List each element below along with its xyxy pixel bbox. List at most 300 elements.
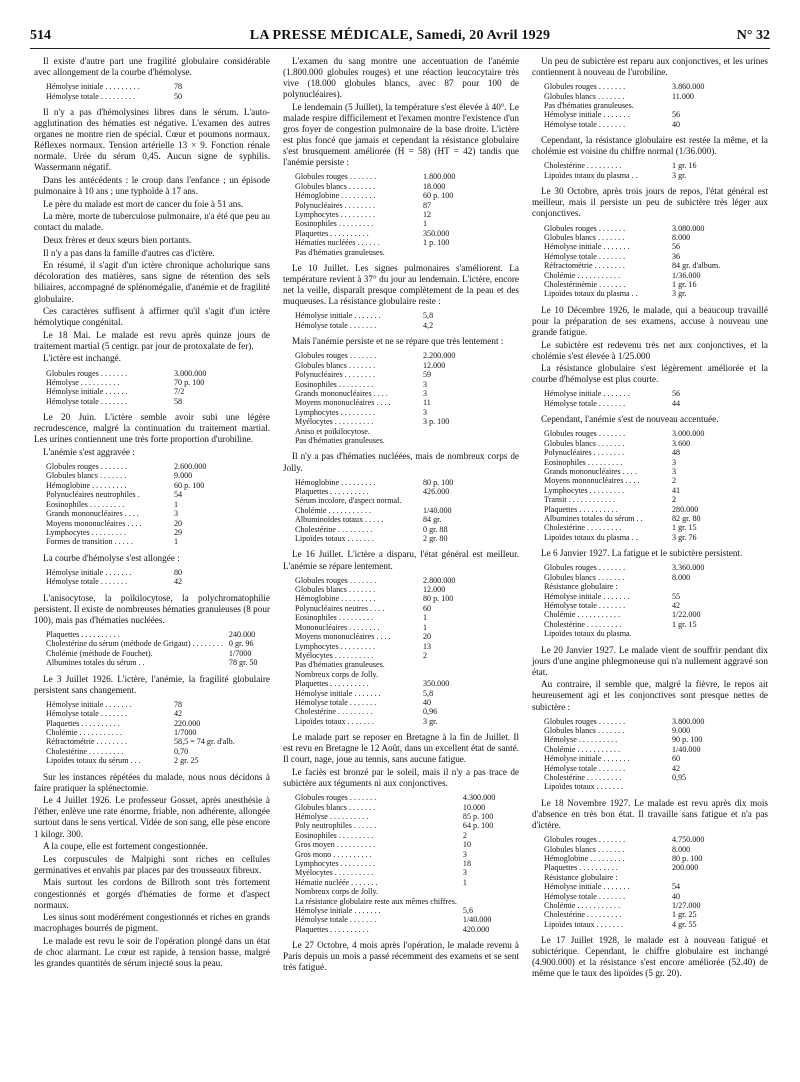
row-label: Hémolyse totale . . . . . . . bbox=[544, 763, 626, 773]
paragraph: Le 18 Novembre 1927. Le malade est revu après dix mois d'absence en très bon état. Il travaille sans fatigue et n'a pas d'ictère. bbox=[532, 797, 768, 831]
row-value: 2.600.000 bbox=[174, 462, 207, 472]
row-value: 12.000 bbox=[423, 360, 446, 370]
table-row bbox=[46, 490, 206, 499]
table-row bbox=[46, 709, 235, 718]
row-label: Aniso et poïkilocytose. bbox=[295, 426, 370, 436]
paragraph: A la coupe, elle est fortement congestionnée. bbox=[43, 841, 208, 852]
table-row bbox=[295, 878, 495, 887]
table-row bbox=[544, 610, 704, 619]
table-row bbox=[544, 726, 704, 735]
table-row bbox=[544, 854, 704, 863]
row-label: Plaquettes . . . . . . . . . . bbox=[295, 228, 369, 238]
row-value: 9.000 bbox=[672, 726, 691, 735]
row-label: Hémolyse totale . . . . . . . bbox=[544, 600, 626, 610]
row-label: Moyens mononucléaires . . . . bbox=[46, 518, 142, 528]
row-label: Hémolyse initiale . . . . . . . bbox=[544, 242, 630, 252]
paragraph: Le 10 Juillet. Les signes pulmonaires s'améliorent. La température revient à 37° du jour au lendemain. L'ictère, encore net la veille, disparaît presque complètement de la peau et des muqueuses. La résistance globulaire reste : bbox=[283, 263, 519, 307]
paragraph: La courbe d'hémolyse s'est allongée : bbox=[43, 552, 180, 563]
table-row bbox=[544, 563, 704, 572]
table-row bbox=[295, 906, 495, 915]
row-label: Hémoglobine . . . . . . . . . bbox=[295, 594, 376, 604]
row-value: 0 gr. 96 bbox=[228, 639, 254, 649]
row-value: 3.800.000 bbox=[672, 716, 705, 726]
table-row bbox=[295, 219, 455, 228]
row-value: 13 bbox=[423, 641, 432, 651]
row-label: Hémolyse totale . . . . . . . . . bbox=[46, 91, 136, 101]
row-value: 90 p. 100 bbox=[672, 735, 703, 745]
lab-results-table bbox=[544, 224, 720, 299]
row-label: Globules rouges . . . . . . . bbox=[544, 716, 626, 726]
row-value: 60 p. 100 bbox=[423, 191, 454, 201]
row-value: 70 p. 100 bbox=[174, 377, 205, 387]
paragraph: Le 27 Octobre, 4 mois après l'opération, le malade revenu à Paris depuis un mois a passé récemment des examens et se sent très fatigué. bbox=[283, 940, 519, 973]
paragraph: Le 3 Juillet 1926. L'ictère, l'anémie, la fragilité globulaire persistent sans changement. bbox=[34, 673, 270, 695]
table-row bbox=[544, 171, 697, 180]
table-row bbox=[46, 82, 182, 91]
row-value: 3 gr. 76 bbox=[672, 532, 697, 542]
paragraph: Le 6 Janvier 1927. La fatigue et le subictère persistent. bbox=[541, 548, 743, 559]
row-label: Cholémie . . . . . . . . . . . bbox=[544, 744, 620, 754]
row-value: 85 p. 100 bbox=[462, 811, 494, 821]
row-label: Eosinophiles . . . . . . . . . bbox=[544, 457, 623, 467]
table-row bbox=[295, 821, 495, 830]
row-label: La résistance globulaire reste aux mêmes chiffres. bbox=[295, 896, 457, 906]
table-row bbox=[295, 670, 455, 679]
table-row bbox=[544, 717, 704, 726]
paragraph: Le 4 Juillet 1926. Le professeur Gosset, après anesthésie à l'éther, enlève une rate énorme, friable, non adhérente, allongée surtout dans le sens vertical. Vidée de son sang, elle pèse encore 1 kilogr. 300. bbox=[34, 795, 270, 839]
row-value: 40 bbox=[423, 697, 432, 707]
paragraph: Il n'y a pas d'hémolysines libres dans le sérum. L'auto-agglutination des hématies est négative. L'examen des autres organes ne montre rien de spécial. Cœur et poumons normaux. Réflexes normaux. Tension artérielle 13 × 9. Fonction rénale normale. Urée du sérum 0,45. Aucun signe de syphilis. Wassermann négatif. bbox=[34, 107, 270, 173]
table-row bbox=[295, 408, 455, 417]
table-row bbox=[544, 429, 704, 438]
table-row bbox=[295, 351, 455, 360]
row-value: 12.000 bbox=[423, 585, 446, 595]
row-label: Globules rouges . . . . . . . bbox=[295, 575, 377, 585]
paragraph: Le malade est revu le soir de l'opération plongé dans un état de choc alarmant. Le cœur est rapide, à tension basse, malgré les grandes quantités de sérum injecté sous la peau. bbox=[34, 935, 270, 969]
table-row bbox=[46, 537, 206, 546]
row-value bbox=[666, 873, 704, 882]
table-row bbox=[46, 471, 206, 480]
table-row bbox=[295, 679, 455, 688]
paragraph: Le 10 Décembre 1926, le malade, qui a beaucoup travaillé pour la préparation de ses examens, accuse à nouveau une grande fatigue. bbox=[532, 304, 768, 337]
table-row bbox=[295, 831, 495, 840]
row-value: 78 bbox=[174, 699, 183, 709]
row-value: 29 bbox=[174, 527, 183, 537]
row-label: Globules blancs . . . . . . . bbox=[295, 360, 376, 370]
row-value: 5,8 bbox=[423, 688, 434, 698]
row-label: Hémolyse totale . . . . . . . bbox=[46, 709, 128, 719]
row-value: 3 gr. bbox=[423, 716, 438, 726]
table-row bbox=[295, 201, 455, 210]
page-number: 514 bbox=[30, 28, 51, 43]
table-row bbox=[295, 417, 455, 426]
table-row bbox=[46, 92, 182, 101]
issue-number: N° 32 bbox=[736, 28, 770, 43]
table-row bbox=[544, 920, 704, 929]
row-value: 82 gr. 80 bbox=[672, 513, 701, 523]
table-row bbox=[544, 533, 704, 542]
row-label: Hémolyse initiale . . . . . . . bbox=[544, 389, 630, 399]
row-value: 3.860.000 bbox=[672, 82, 705, 92]
table-row bbox=[295, 642, 455, 651]
row-value: 40 bbox=[672, 891, 681, 901]
row-label: Hémolyse totale . . . . . . . bbox=[544, 398, 626, 408]
paragraph: La résistance globulaire s'est légèrement améliorée et la courbe d'hémolyse est plus courte. bbox=[532, 363, 768, 385]
row-label: Pas d'hématies granuleuses. bbox=[295, 436, 385, 446]
table-row bbox=[295, 925, 495, 934]
table-row bbox=[295, 850, 495, 859]
row-label: Moyens mononucléaires . . . . bbox=[544, 476, 640, 486]
row-value: 4 gr. 55 bbox=[672, 919, 697, 929]
row-value: 1 bbox=[423, 622, 428, 632]
paragraph: Le 20 Juin. L'ictère semble avoir subi une légère recrudescence, malgré la continuation du traitement martial. Les urines contiennent une très forte proportion d'urobiline. bbox=[34, 412, 270, 445]
row-label: Cholémie . . . . . . . . . . . bbox=[544, 270, 620, 280]
table-row bbox=[544, 252, 720, 261]
lab-results-table bbox=[295, 793, 495, 934]
lab-results-table bbox=[46, 700, 235, 766]
row-label: Cholestérine . . . . . . . . . bbox=[295, 707, 373, 717]
row-label: Albumines totales du sérum . . bbox=[46, 658, 145, 668]
row-value: 36 bbox=[672, 251, 681, 261]
row-label: Moyens mononucléaires . . . . bbox=[295, 398, 391, 408]
row-label: Cholestérine . . . . . . . . . bbox=[544, 773, 622, 783]
row-label: Hémolyse totale . . . . . . . bbox=[544, 251, 626, 261]
table-row bbox=[295, 613, 455, 622]
row-value: 3 bbox=[423, 407, 428, 417]
paragraph: Le 20 Janvier 1927. Le malade vient de souffrir pendant dix jours d'une angine phlegmoneuse qui n'a nullement aggravé son état. bbox=[532, 644, 768, 677]
table-row bbox=[295, 632, 455, 641]
row-value: 10.000 bbox=[462, 802, 486, 812]
row-label: Lymphocytes . . . . . . . . . bbox=[544, 485, 625, 495]
lab-results-table bbox=[295, 478, 453, 544]
table-row bbox=[295, 487, 453, 496]
row-value: 84 gr. d'album. bbox=[672, 261, 721, 271]
row-value: 42 bbox=[672, 600, 681, 610]
table-row bbox=[544, 271, 720, 280]
table-row bbox=[544, 495, 704, 504]
paragraph: Mais l'anémie persiste et ne se répare que très lentement : bbox=[292, 336, 504, 347]
row-label: Hémolyse totale . . . . . . . bbox=[295, 697, 377, 707]
paragraph: Il n'y a pas dans la famille d'autres cas d'ictère. bbox=[43, 247, 215, 258]
table-row bbox=[295, 689, 455, 698]
table-row bbox=[46, 481, 206, 490]
paragraph: L'ictère est inchangé. bbox=[43, 353, 121, 364]
row-label: Hémolyse initiale . . . . . . . bbox=[544, 591, 630, 601]
row-value: 59 bbox=[423, 370, 432, 380]
row-value: 1/40.000 bbox=[672, 744, 701, 754]
table-row bbox=[46, 639, 257, 648]
table-row bbox=[544, 601, 704, 610]
lab-results-table bbox=[46, 630, 257, 668]
row-label: Globules blancs . . . . . . . bbox=[544, 844, 625, 854]
row-label: Formes de transition . . . . . bbox=[46, 537, 133, 547]
row-label: Globules rouges . . . . . . . bbox=[295, 793, 377, 803]
table-row bbox=[544, 161, 697, 170]
table-row bbox=[295, 380, 455, 389]
paragraph: Le 16 Juillet. L'ictère a disparu, l'état général est meilleur. L'anémie se répare lentement. bbox=[283, 549, 519, 571]
table-row bbox=[295, 868, 495, 877]
table-row bbox=[295, 897, 495, 906]
row-label: Eosinophiles . . . . . . . . . bbox=[295, 830, 374, 840]
row-value: 80 bbox=[174, 567, 183, 577]
row-label: Plaquettes . . . . . . . . . . bbox=[295, 924, 369, 934]
row-value: 0,96 bbox=[423, 707, 438, 717]
table-row bbox=[46, 500, 206, 509]
table-row bbox=[295, 172, 455, 181]
lab-results-table bbox=[544, 389, 680, 408]
row-value: 41 bbox=[672, 485, 681, 495]
row-label: Hémoglobine . . . . . . . . . bbox=[46, 480, 127, 490]
table-row bbox=[544, 514, 704, 523]
row-label: Hémolyse . . . . . . . . . . bbox=[295, 811, 369, 821]
lab-results-table bbox=[295, 576, 455, 727]
row-value: 87 bbox=[423, 200, 432, 210]
row-value: 54 bbox=[174, 490, 183, 500]
table-row bbox=[544, 120, 704, 129]
row-value: 50 bbox=[174, 91, 183, 101]
row-label: Hémolyse totale . . . . . . . bbox=[46, 577, 128, 587]
table-row bbox=[295, 812, 495, 821]
row-label: Hémolyse initiale . . . . . . . . . bbox=[46, 82, 140, 92]
table-row bbox=[544, 101, 704, 110]
table-row bbox=[544, 439, 704, 448]
table-row bbox=[46, 387, 206, 396]
column-1 bbox=[34, 56, 270, 971]
row-value: 64 p. 100 bbox=[462, 821, 494, 831]
row-value: 48 bbox=[672, 448, 681, 458]
paragraph: Cependant, la résistance globulaire est restée la même, et la cholémie est voisine du chiffre normal (1/36.000). bbox=[532, 135, 768, 157]
row-value: 58 bbox=[174, 396, 183, 406]
row-label: Eosinophiles . . . . . . . . . bbox=[295, 379, 374, 389]
row-label: Polynucléaires . . . . . . . . bbox=[295, 370, 376, 380]
row-value: 58,5 = 74 gr. d'alb. bbox=[174, 737, 235, 747]
row-label: Plaquettes . . . . . . . . . . bbox=[46, 718, 120, 728]
paragraph: Un peu de subictère est reparu aux conjonctives, et les urines contiennent à nouveau de l'urobiline. bbox=[532, 56, 768, 78]
row-value bbox=[666, 582, 704, 591]
row-label: Lipoïdes totaux . . . . . . . bbox=[544, 782, 623, 792]
table-row bbox=[544, 448, 704, 457]
row-value: 1/27.000 bbox=[672, 900, 701, 910]
paragraph: Il n'y a pas d'hématies nucléées, mais de nombreux corps de Jolly. bbox=[283, 451, 519, 473]
row-label: Hémoglobine . . . . . . . . . bbox=[544, 853, 625, 863]
paragraph: Dans les antécédents : le croup dans l'enfance ; un épisode pulmonaire à 10 ans ; une typhoïde à 17 ans. bbox=[34, 175, 270, 197]
row-value: 10 bbox=[462, 840, 471, 850]
row-label: Lipoïdes totaux du plasma. bbox=[544, 629, 632, 639]
row-value: 42 bbox=[174, 709, 183, 719]
row-value: 78 bbox=[174, 82, 183, 92]
row-label: Lipoïdes totaux du plasma . . bbox=[544, 532, 638, 542]
lab-results-table bbox=[295, 351, 455, 445]
row-label: Hémolyse . . . . . . . . . . bbox=[46, 377, 120, 387]
row-value bbox=[666, 782, 704, 791]
table-row bbox=[544, 629, 704, 638]
table-row bbox=[544, 573, 704, 582]
paragraph: Le 17 Juillet 1928, le malade est à nouveau fatigué et subictérique. Cependant, le chiffre globulaire est inchangé (4.900.000) et la résistance s'est encore améliorée (52.40) de même que le taux des lipoïdes (5 gr. 20). bbox=[532, 935, 768, 979]
table-row bbox=[295, 478, 453, 487]
row-value: 1/7000 bbox=[174, 727, 197, 737]
column-2 bbox=[283, 56, 519, 975]
row-label: Transit . . . . . . . . . . . . bbox=[544, 495, 616, 505]
row-label: Pas d'hématies granuleuses. bbox=[295, 247, 385, 257]
column-3 bbox=[532, 56, 768, 981]
row-value: 240.000 bbox=[228, 629, 256, 639]
row-value: 42 bbox=[672, 763, 681, 773]
row-value: 2 gr. 25 bbox=[174, 756, 199, 766]
table-row bbox=[544, 224, 720, 233]
table-row bbox=[46, 509, 206, 518]
table-row bbox=[295, 594, 455, 603]
paragraph: L'anémie s'est aggravée : bbox=[43, 446, 135, 457]
row-label: Hémoglobine . . . . . . . . . bbox=[295, 477, 376, 487]
row-value: 0,95 bbox=[672, 773, 687, 783]
row-label: Globules blancs . . . . . . . bbox=[295, 802, 376, 812]
row-label: Lipoïdes totaux . . . . . . . bbox=[544, 919, 623, 929]
paragraph: Deux frères et deux sœurs bien portants. bbox=[43, 235, 192, 246]
row-value: 8.000 bbox=[672, 844, 691, 854]
lab-results-table bbox=[46, 82, 182, 101]
table-row bbox=[46, 630, 257, 639]
row-label: Lymphocytes . . . . . . . . . bbox=[295, 641, 376, 651]
paragraph: L'anisocytose, la poïkilocytose, la polychromatophilie persistent. Il existe de nombreuses hématies granuleuses (8 pour 100), mais pas d'hématies nucléées. bbox=[34, 592, 271, 625]
row-value: 84 gr. bbox=[423, 515, 442, 525]
row-value: 56 bbox=[672, 110, 681, 120]
table-row bbox=[544, 764, 704, 773]
paragraph: Le malade part se reposer en Bretagne à la fin de Juillet. Il est revu en Bretagne le 12 Août, dans un excellent état de santé. Il court, nage, joue au tennis, sans aucune fatigue. bbox=[283, 732, 519, 765]
table-row bbox=[544, 845, 704, 854]
row-value: 5,6 bbox=[462, 906, 474, 915]
table-row bbox=[46, 747, 235, 756]
row-value: 426.000 bbox=[423, 487, 450, 497]
table-row bbox=[544, 873, 704, 882]
table-row bbox=[544, 592, 704, 601]
table-row bbox=[295, 238, 455, 247]
table-row bbox=[295, 915, 495, 924]
row-label: Globules rouges . . . . . . . bbox=[544, 429, 626, 439]
table-row bbox=[544, 82, 704, 91]
lab-results-table bbox=[46, 462, 206, 547]
row-value: 1 gr. 25 bbox=[672, 910, 697, 920]
row-label: Myélocytes . . . . . . . . . . bbox=[295, 650, 374, 660]
lab-results-table bbox=[544, 835, 704, 929]
lab-results-table bbox=[46, 568, 182, 587]
row-value: 80 p. 100 bbox=[672, 853, 703, 863]
row-label: Lymphocytes . . . . . . . . . bbox=[295, 858, 376, 868]
row-value: 3 bbox=[672, 466, 677, 476]
row-label: Hémolyse initiale . . . . . . . bbox=[544, 110, 630, 120]
row-label: Polynucléaires . . . . . . . . bbox=[544, 448, 625, 458]
row-value bbox=[666, 629, 704, 638]
row-value: 8.000 bbox=[672, 572, 691, 582]
row-value: 1/40.000 bbox=[462, 915, 492, 925]
table-row bbox=[46, 397, 206, 406]
row-label: Hémolyse totale . . . . . . . bbox=[295, 320, 377, 330]
row-label: Lipoïdes totaux . . . . . . . bbox=[295, 716, 374, 726]
table-row bbox=[544, 620, 704, 629]
table-row bbox=[295, 436, 455, 445]
row-label: Hémolyse totale . . . . . . . bbox=[544, 119, 626, 129]
table-row bbox=[46, 378, 206, 387]
row-value bbox=[457, 897, 495, 906]
table-row bbox=[295, 506, 453, 515]
table-row bbox=[544, 92, 704, 101]
row-value: 1.800.000 bbox=[423, 172, 456, 182]
table-row bbox=[544, 476, 704, 485]
row-value bbox=[417, 670, 455, 679]
row-label: Hémolyse initiale . . . . . . . bbox=[46, 699, 132, 709]
row-label: Mononucléaires . . . . . . . . bbox=[295, 622, 380, 632]
row-label: Globules blancs . . . . . . . bbox=[544, 572, 625, 582]
table-row bbox=[295, 803, 495, 812]
row-value: 3 bbox=[462, 868, 467, 878]
row-label: Eosinophiles . . . . . . . . . bbox=[295, 613, 374, 623]
table-row bbox=[295, 534, 453, 543]
row-label: Hémolyse initiale . . . . . . . bbox=[544, 882, 630, 892]
table-row bbox=[544, 467, 704, 476]
row-value: 44 bbox=[672, 398, 681, 408]
table-row bbox=[46, 658, 257, 667]
row-label: Hématie nucléée . . . . . . . bbox=[295, 877, 378, 887]
row-value: 2 bbox=[423, 650, 428, 660]
row-label: Eosinophiles . . . . . . . . . bbox=[295, 219, 374, 229]
row-value: 54 bbox=[672, 882, 681, 892]
row-value: 20 bbox=[423, 632, 432, 642]
row-label: Cholestérine . . . . . . . . . bbox=[544, 161, 622, 171]
table-row bbox=[295, 698, 455, 707]
row-value: 3 bbox=[423, 379, 428, 389]
table-row bbox=[46, 737, 235, 746]
table-row bbox=[295, 496, 453, 505]
table-row bbox=[46, 528, 206, 537]
row-value: 56 bbox=[672, 389, 681, 399]
table-row bbox=[46, 756, 235, 765]
row-label: Hémolyse initiale . . . . . . . bbox=[544, 754, 630, 764]
row-label: Plaquettes . . . . . . . . . . bbox=[544, 863, 618, 873]
table-row bbox=[295, 182, 455, 191]
paragraph: Cependant, l'anémie s'est de nouveau accentuée. bbox=[541, 414, 719, 425]
table-row bbox=[295, 515, 453, 524]
table-row bbox=[295, 707, 455, 716]
row-value bbox=[417, 496, 453, 505]
row-value: 1 p. 100 bbox=[423, 238, 450, 248]
table-row bbox=[46, 649, 257, 658]
row-label: Résistance globulaire : bbox=[544, 872, 618, 882]
row-value: 350.000 bbox=[423, 679, 450, 689]
row-label: Hémolyse initiale . . . . . . bbox=[46, 387, 128, 397]
table-row bbox=[295, 585, 455, 594]
row-label: Cholestérinémie . . . . . . . bbox=[544, 279, 626, 289]
table-row bbox=[544, 863, 704, 872]
row-value: 1 bbox=[174, 537, 179, 547]
table-row bbox=[544, 486, 704, 495]
journal-title: LA PRESSE MÉDICALE, Samedi, 20 Avril 1929 bbox=[249, 28, 551, 43]
table-row bbox=[544, 280, 720, 289]
row-value: 1/40.000 bbox=[423, 505, 452, 515]
row-label: Lipoïdes totaux du sérum . . . bbox=[46, 756, 141, 766]
table-row bbox=[544, 754, 704, 763]
row-value: 12 bbox=[423, 210, 432, 220]
table-row bbox=[544, 773, 704, 782]
row-value: 3 bbox=[423, 389, 428, 398]
table-row bbox=[544, 735, 704, 744]
table-row bbox=[295, 660, 455, 669]
row-label: Globules blancs . . . . . . . bbox=[544, 726, 625, 735]
row-label: Moyens mononucléaires . . . . bbox=[295, 632, 391, 642]
row-label: Réfractométrie . . . . . . . . bbox=[544, 261, 625, 271]
table-row bbox=[46, 719, 235, 728]
row-value: 1 bbox=[423, 219, 428, 229]
table-row bbox=[295, 576, 455, 585]
table-row bbox=[46, 728, 235, 737]
